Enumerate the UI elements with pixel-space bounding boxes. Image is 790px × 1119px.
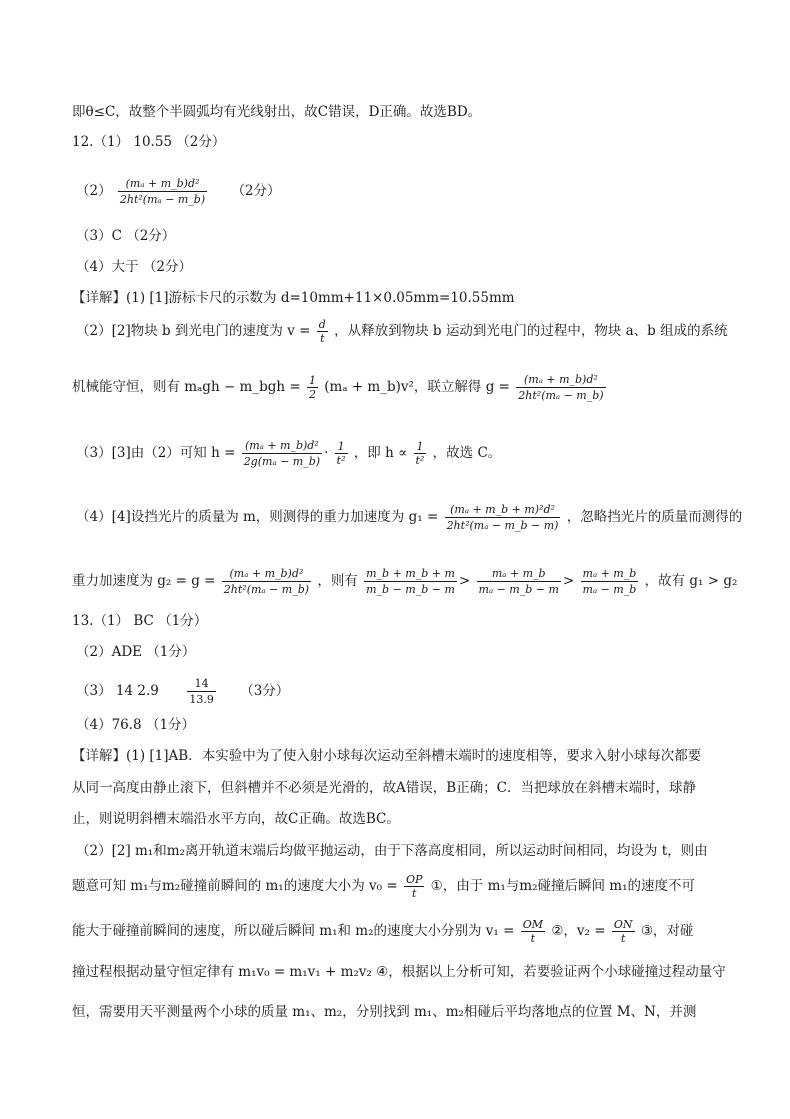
text-segment: 能大于碰撞前瞬间的速度，所以碰后瞬间 m₁和 m₂的速度大小分别为 v₁ = (72, 923, 515, 939)
fraction-denominator: t² (336, 454, 346, 467)
text-segment: ，则有 (317, 573, 358, 589)
fraction-numerator: mₐ + m_b (477, 566, 561, 582)
fraction-denominator: m_b − m_b − m (366, 583, 455, 596)
fraction-numerator: OM (522, 918, 544, 931)
fraction-denominator: t (411, 887, 417, 900)
text-segment: ③，对碰 (640, 923, 694, 939)
fraction-denominator: 2ht²(mₐ − m_b) (518, 389, 604, 402)
text-segment: 题意可知 m₁与m₂碰撞前瞬间的 m₁的速度大小为 v₀ = (72, 878, 398, 894)
text-segment: ②，v₂ = (551, 923, 606, 939)
explanation-line (72, 873, 695, 900)
fraction-numerator: ON (613, 918, 633, 931)
text-segment: ，故有 g₁ > g₂ (644, 573, 738, 589)
explanation-line (72, 372, 608, 403)
fraction-numerator: 1 (335, 440, 348, 454)
answer-12-3: （3）C （2分） (76, 228, 176, 244)
explanation-line: 恒，需要用天平测量两个小球的质量 m₁、m₂，分别找到 m₁、m₂相碰后平均落地点的位置 M、N，并测 (72, 1004, 697, 1020)
answer-prefix: （2） (76, 183, 112, 199)
fraction-denominator: t² (415, 454, 425, 467)
fraction-denominator: 2ht²(mₐ − m_b − m) (446, 519, 559, 532)
fraction-denominator: 13.9 (189, 693, 214, 706)
fraction-denominator: t (320, 332, 325, 345)
fraction-numerator: d (318, 318, 326, 331)
text-segment: （3）[3]由（2）可知 h = (76, 445, 236, 461)
fraction-denominator: 2ht²(mₐ − m_b) (223, 583, 310, 596)
text-segment: ，故选 C。 (432, 445, 502, 461)
answer-12-4: （4）大于 （2分） (76, 259, 192, 275)
text-segment: ①，由于 m₁与m₂碰撞后瞬间 m₁的速度不可 (430, 878, 695, 894)
explanation-line (76, 318, 728, 345)
fraction (118, 176, 207, 207)
fraction-denominator: 2ht²(mₐ − m_b) (119, 193, 206, 206)
fraction-numerator: (mₐ + m_b)d² (516, 372, 605, 388)
fraction-numerator: mₐ + m_b (582, 567, 637, 580)
fraction (581, 566, 639, 597)
text-line: 即θ≤C，故整个半圆弧均有光线射出，故C错误，D正确。故选BD。 (72, 104, 482, 120)
explanation-line: 止，则说明斜槽末端沿水平方向，故C正确。故选BC。 (72, 811, 400, 827)
text-segment: ，即 h ∝ (353, 445, 408, 461)
fraction (335, 440, 348, 467)
explanation-line: （2）[2] m₁和m₂离开轨道末端后均做平抛运动，由于下落高度相同，所以运动时间相同，均设为 t，则由 (76, 843, 708, 859)
text-segment: （4）[4]设挡光片的质量为 m，则测得的重力加速度为 g₁ = (76, 509, 439, 525)
fraction-denominator: mₐ − m_b − m (478, 583, 559, 596)
fraction (612, 918, 635, 945)
fraction (242, 438, 322, 469)
fraction (516, 372, 605, 403)
fraction-numerator: (mₐ + m_b)d² (222, 566, 311, 582)
explanation-line (72, 918, 693, 945)
fraction (187, 676, 216, 707)
fraction (222, 566, 311, 597)
fraction-numerator: (mₐ + m_b + m)²d² (445, 502, 561, 518)
answer-13-3 (76, 676, 289, 707)
explanation-line: 撞过程根据动量守恒定律有 m₁v₀ = m₁v₁ + m₂v₂ ④，根据以上分析可知，若要验证两个小球碰撞过程动量守 (72, 964, 726, 980)
answer-12-2 (76, 176, 281, 207)
text-segment: 重力加速度为 g₂ = g = (72, 573, 216, 589)
text-segment: （3） 14 2.9 (76, 683, 159, 699)
fraction (521, 918, 545, 945)
fraction (414, 440, 427, 467)
text-segment: ，从释放到物块 b 运动到光电门的过程中，物块 a、b 组成的系统 (334, 323, 728, 339)
fraction-denominator: t (530, 932, 536, 945)
fraction (404, 873, 424, 900)
explanation-line: 【详解】(1) [1]AB．本实验中为了使入射小球每次运动至斜槽末端时的速度相等，要求入射小球每次都要 (72, 748, 702, 764)
explanation-line: 重力加速度为 g₂ = g = $\frac{\text{(mₐ + m\_b)d²}}{\text{2ht²(mₐ − m\_b)}}$ ，则有 $\frac{m\_b + m\_b + m}{m\_b - m\_b - m}$ > $\frac{\text{mₐ + m\_b}}{\text{mₐ − m\_b − m}}$ > $\frac{\text{mₐ + m\_b}}{\text{mₐ − m\_b}}$ ，故有 g₁ > g₂ (72, 567, 738, 596)
text-segment: 机械能守恒，则有 mₐgh − m_bgh = (72, 379, 301, 395)
text-segment: （2）[2]物块 b 到光电门的速度为 v = (76, 323, 311, 339)
fraction-numerator: (mₐ + m_b)d² (242, 438, 322, 454)
fraction-numerator: m_b + m_b + m (366, 567, 455, 580)
text-segment: ，忽略挡光片的质量而测得的 (566, 509, 743, 525)
fraction-numerator: 1 (414, 440, 427, 454)
fraction (445, 502, 561, 533)
fraction (477, 566, 561, 597)
fraction-denominator: 2g(mₐ − m_b) (243, 455, 321, 468)
explanation-line (76, 502, 742, 533)
answer-13-2: （2）ADE （1分） (76, 644, 196, 660)
fraction-numerator: OP (405, 873, 423, 886)
explanation-line: 从同一高度由静止滚下，但斜槽并不必须是光滑的，故A错误，B正确；C．当把球放在斜槽末端时，球静 (72, 780, 696, 796)
fraction-numerator: 14 (187, 676, 216, 692)
fraction-denominator: t (620, 932, 626, 945)
explanation-line: （3）[3]由（2）可知 h = $\frac{\text{(mₐ + m\_b)d²}}{\text{2g(mₐ − m\_b)}}$ · $\frac{1}{\text{t²}}$ ，即 h ∝ $\frac{1}{\text{t²}}$ ，故选 C。 (76, 439, 502, 468)
fraction-numerator: 1 (308, 374, 316, 387)
fraction-numerator: (mₐ + m_b)d² (118, 176, 207, 192)
score: （2分） (231, 183, 281, 199)
fraction (364, 566, 457, 597)
answer-13-4: （4）76.8 （1分） (76, 717, 196, 733)
fraction-denominator: mₐ − m_b (582, 583, 637, 596)
answer-13-1: 13.（1） BC （1分） (72, 613, 208, 629)
fraction-denominator: 2 (308, 388, 316, 401)
text-segment: (mₐ + m_b)v²，联立解得 g = (324, 379, 510, 395)
score: （3分） (240, 683, 290, 699)
fraction (307, 374, 318, 401)
fraction (317, 318, 328, 345)
explanation-line: 【详解】(1) [1]游标卡尺的示数为 d=10mm+11×0.05mm=10.55mm (72, 290, 515, 306)
answer-12-1: 12.（1） 10.55 （2分） (72, 134, 226, 150)
